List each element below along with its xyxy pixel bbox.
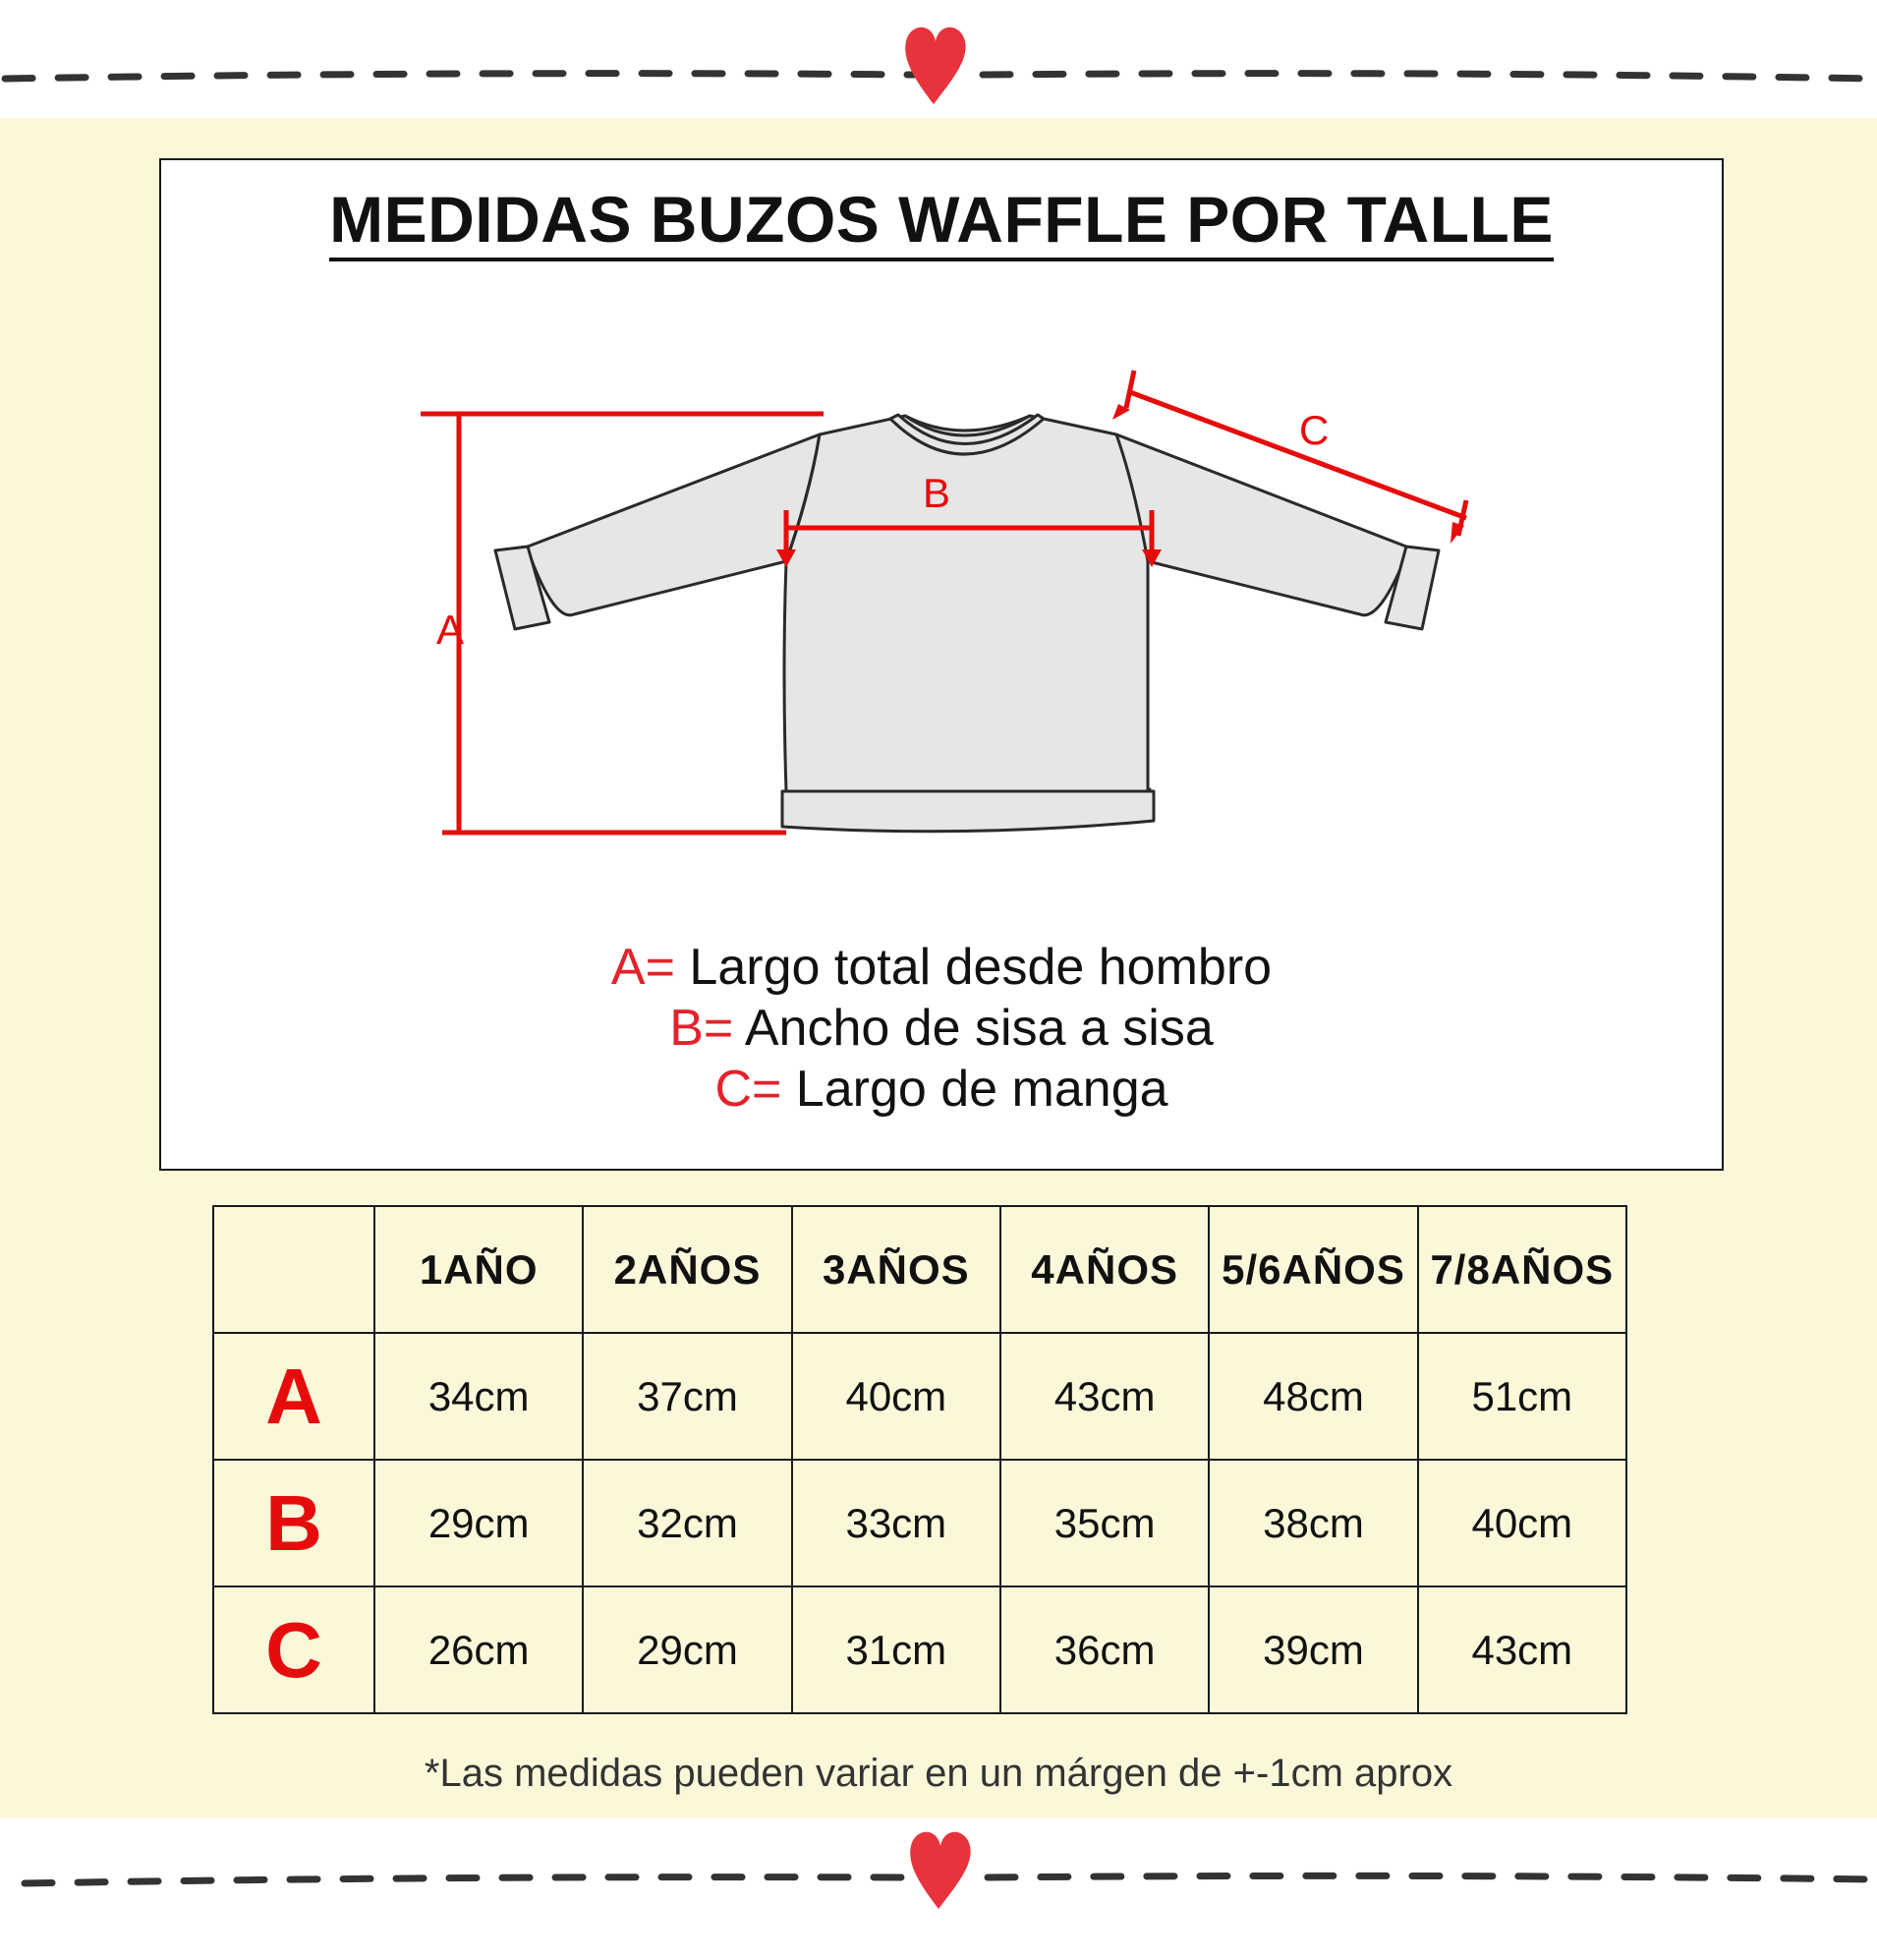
table-cell: 29cm [583, 1586, 791, 1713]
row-label: B [213, 1460, 374, 1586]
table-row [213, 1333, 1626, 1460]
table-header-row [213, 1206, 1626, 1333]
legend-item-a: A= Largo total desde hombro [610, 939, 1273, 996]
column-header: 1AÑO [374, 1206, 583, 1333]
column-header: 4AÑOS [1000, 1206, 1209, 1333]
table-cell: 31cm [792, 1586, 1000, 1713]
table-cell: 43cm [1418, 1586, 1626, 1713]
legend-item-b: B= Ancho de sisa a sisa [669, 1000, 1214, 1057]
column-header: 7/8AÑOS [1418, 1206, 1626, 1333]
table-cell: 38cm [1209, 1460, 1417, 1586]
diagram-label-a: A [436, 606, 465, 653]
table-cell: 29cm [374, 1460, 583, 1586]
table-cell: 35cm [1000, 1460, 1209, 1586]
bottom-dashed-divider [0, 1818, 1877, 1960]
table-cell: 33cm [792, 1460, 1000, 1586]
row-label: C [213, 1586, 374, 1713]
measurement-legend [161, 937, 1722, 1120]
column-header: 3AÑOS [792, 1206, 1000, 1333]
table-cell: 32cm [583, 1460, 791, 1586]
heart-icon [910, 1832, 970, 1909]
table-corner-cell [213, 1206, 374, 1333]
measurement-note: *Las medidas pueden variar en un márgen de +-1cm aprox [424, 1752, 1453, 1795]
table-cell: 40cm [792, 1333, 1000, 1460]
size-table [212, 1205, 1627, 1714]
table-cell: 40cm [1418, 1460, 1626, 1586]
heart-icon [905, 28, 965, 104]
row-label: A [213, 1333, 374, 1460]
table-cell: 43cm [1000, 1333, 1209, 1460]
table-cell: 26cm [374, 1586, 583, 1713]
table-cell: 39cm [1209, 1586, 1417, 1713]
column-header: 5/6AÑOS [1209, 1206, 1417, 1333]
table-cell: 37cm [583, 1333, 791, 1460]
sweater-illustration [495, 415, 1439, 832]
page-title: MEDIDAS BUZOS WAFFLE POR TALLE [161, 182, 1722, 257]
column-header: 2AÑOS [583, 1206, 791, 1333]
legend-item-c: C= Largo de manga [714, 1061, 1168, 1118]
table-cell: 36cm [1000, 1586, 1209, 1713]
table-row [213, 1460, 1626, 1586]
diagram-label-b: B [923, 470, 951, 516]
table-row [213, 1586, 1626, 1713]
diagram-panel [159, 158, 1724, 1171]
top-dashed-divider [0, 0, 1877, 118]
table-cell: 34cm [374, 1333, 583, 1460]
diagram-label-c: C [1299, 407, 1330, 453]
table-cell: 48cm [1209, 1333, 1417, 1460]
table-cell: 51cm [1418, 1333, 1626, 1460]
